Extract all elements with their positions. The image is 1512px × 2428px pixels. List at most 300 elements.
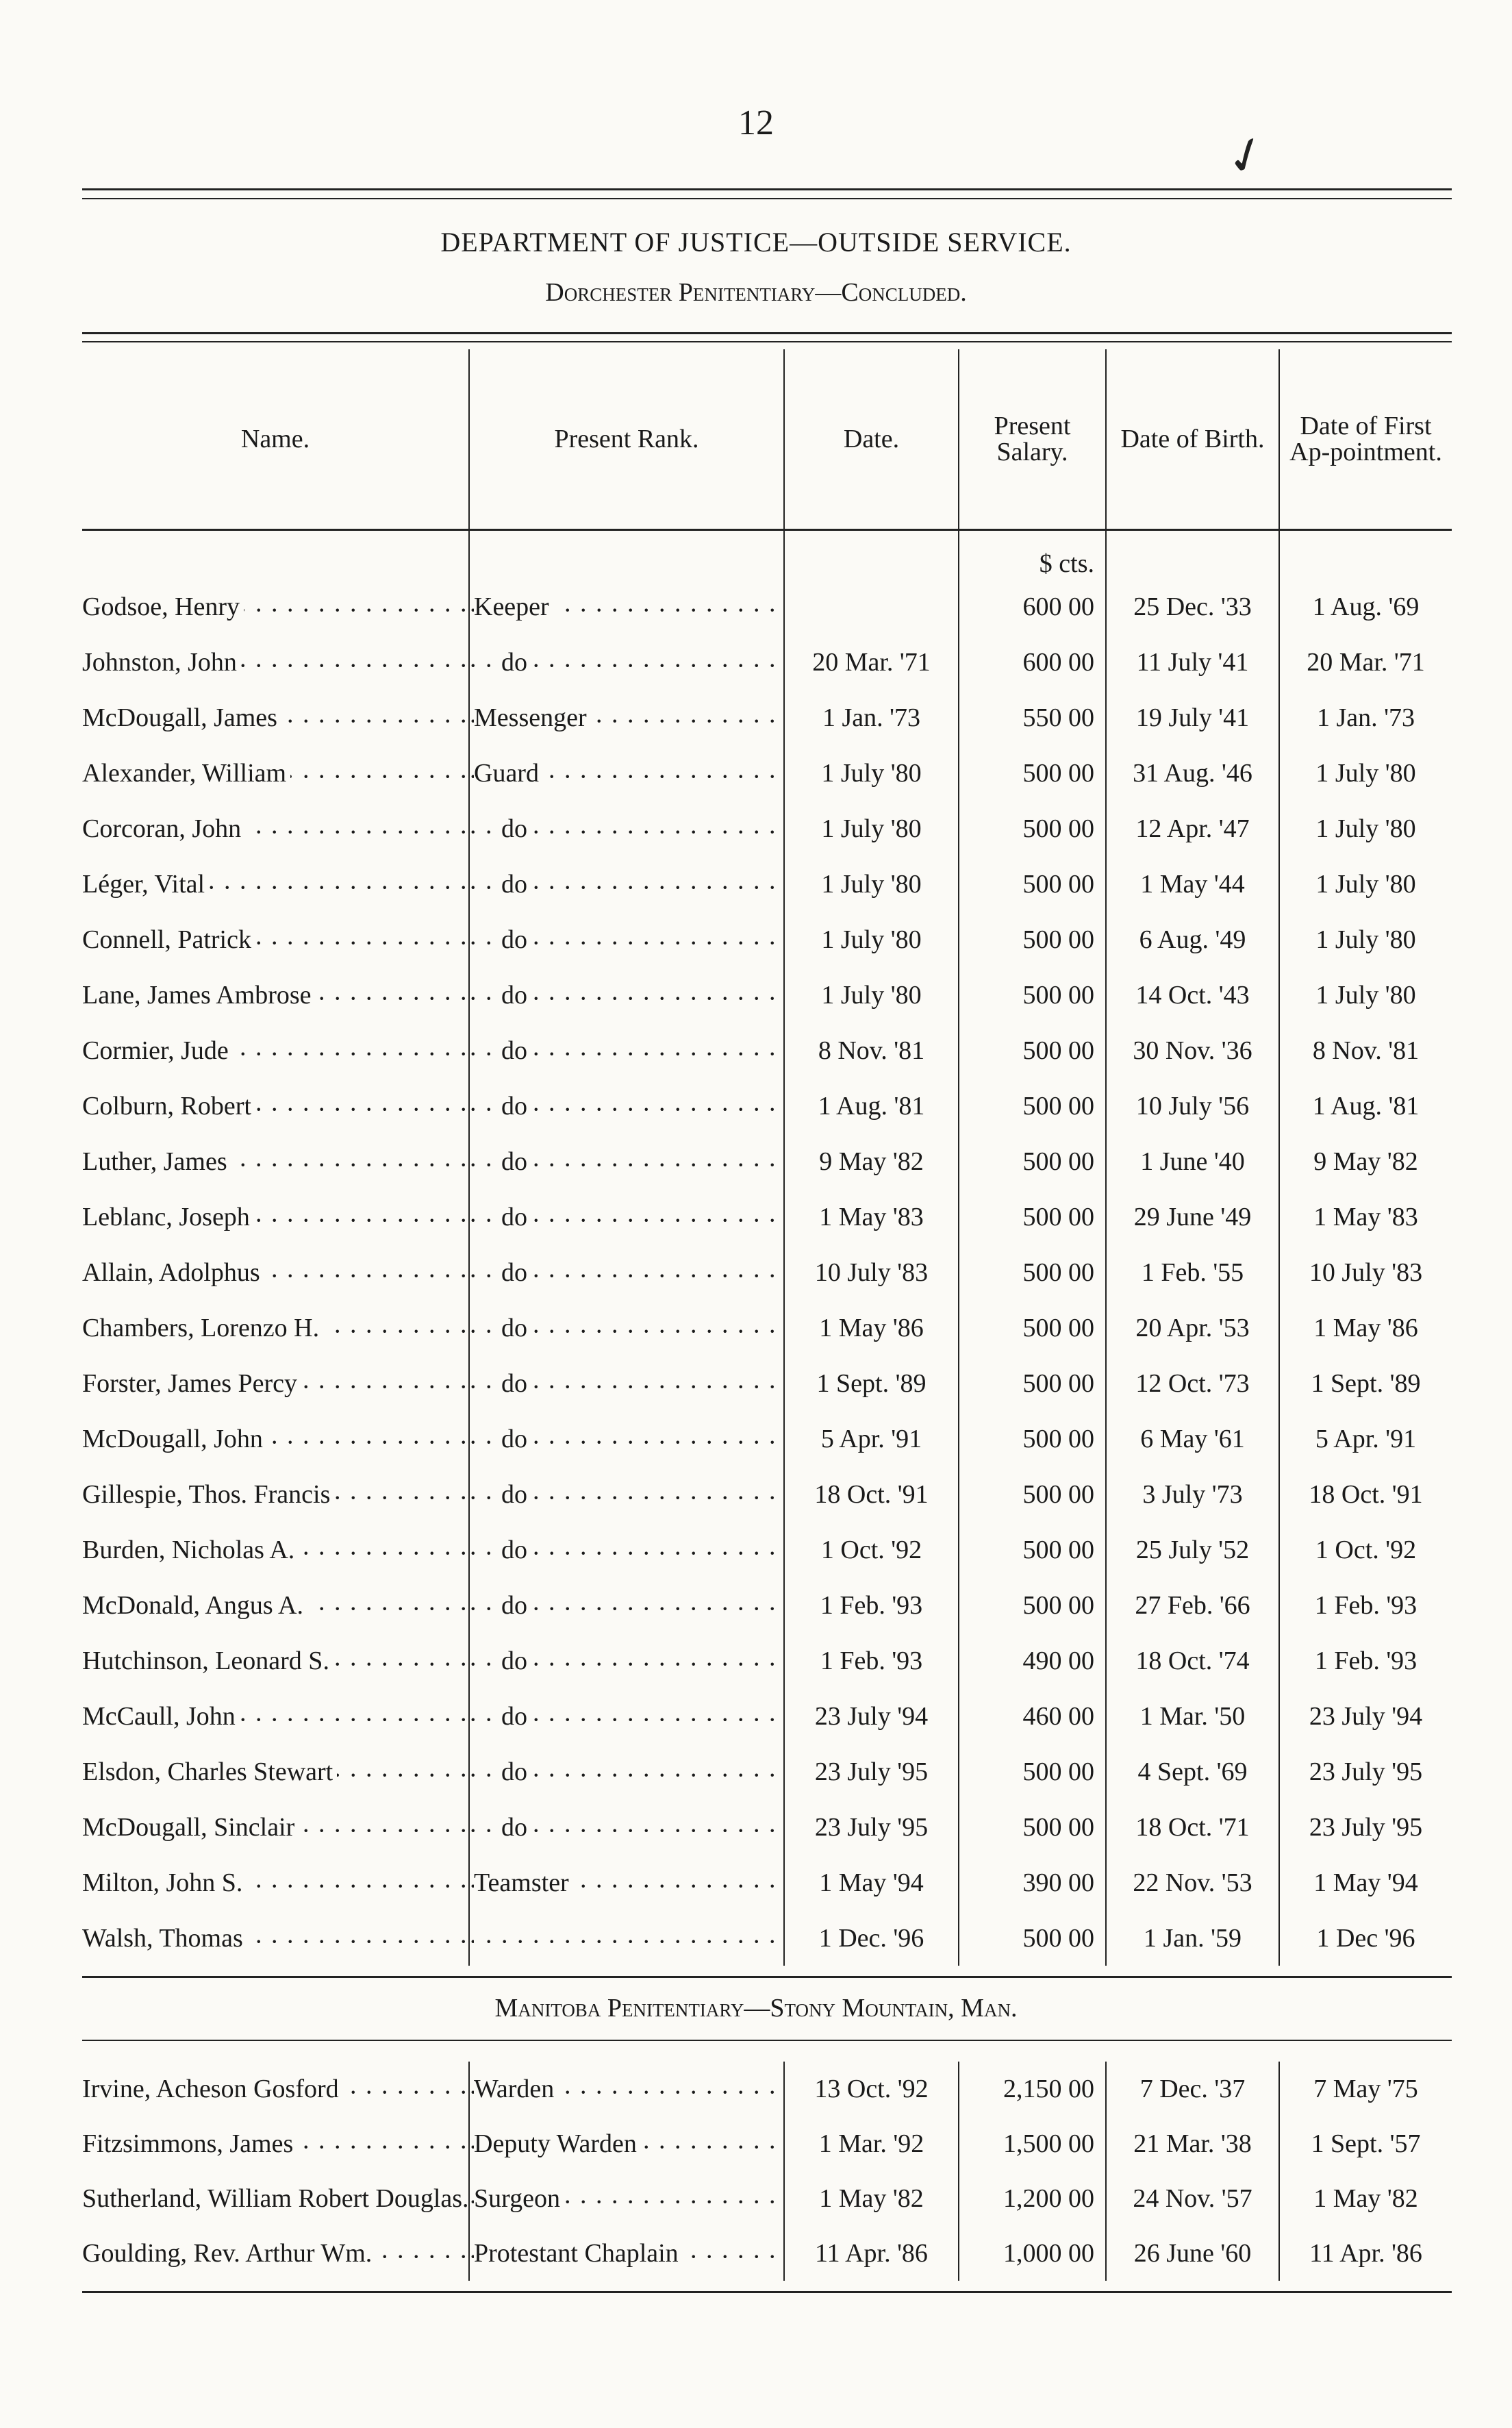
cell-salary (959, 967, 1106, 1023)
cell-date (784, 1799, 959, 1855)
cell-salary (959, 1134, 1106, 1189)
cell-salary (959, 745, 1106, 801)
table-row (82, 745, 1452, 801)
cell-rank-text: do (501, 814, 531, 843)
cell-date (784, 1577, 959, 1633)
cell-name (82, 1744, 469, 1799)
cell-salary (959, 801, 1106, 856)
cell-birth (1106, 690, 1279, 745)
cell-first-appointment (1279, 1244, 1452, 1300)
cell-name (82, 967, 469, 1023)
cell-first-appointment (1279, 1799, 1452, 1855)
cell-salary-text: 500 00 (1022, 1147, 1094, 1176)
cell-date-text: 1 Sept. '89 (816, 1368, 927, 1398)
cell-first-appointment-text: 1 Sept. '89 (1311, 1368, 1421, 1398)
page-heading: DEPARTMENT OF JUSTICE—OUTSIDE SERVICE. (440, 227, 1072, 258)
manitoba-table-body (82, 2062, 1452, 2281)
cell-name (82, 2171, 469, 2226)
cell-date (784, 2116, 959, 2171)
cell-rank-text: do (501, 1092, 531, 1121)
cell-salary (959, 1522, 1106, 1577)
cell-birth-text: 24 Nov. '57 (1133, 2184, 1252, 2213)
cell-birth (1106, 1355, 1279, 1411)
cell-name-text: Milton, John S. (82, 1868, 247, 1897)
cell-rank-text: do (501, 1702, 531, 1731)
table-row (82, 801, 1452, 856)
cell-salary (959, 634, 1106, 690)
cell-birth-text: 25 July '52 (1135, 1535, 1250, 1564)
cell-name-text: Sutherland, William Robert Douglas. (82, 2184, 469, 2213)
cell-rank (469, 1134, 784, 1189)
cell-rank-text: do (501, 1369, 531, 1398)
cell-birth (1106, 967, 1279, 1023)
table-row (82, 690, 1452, 745)
cell-date-text: 1 Dec. '96 (818, 1923, 924, 1953)
cell-birth (1106, 2171, 1279, 2226)
cell-date (784, 1910, 959, 1966)
cell-first-appointment-text: 1 Oct. '92 (1315, 1535, 1417, 1564)
cell-name (82, 1244, 469, 1300)
cell-salary-text: 500 00 (1022, 925, 1094, 954)
col-header-date: Date. (784, 349, 959, 530)
cell-first-appointment (1279, 579, 1452, 634)
cell-date-text: 23 July '95 (814, 1812, 929, 1842)
cell-first-appointment (1279, 2171, 1452, 2226)
cell-first-appointment-text: 1 July '80 (1315, 980, 1416, 1010)
cell-salary (959, 2062, 1106, 2116)
cell-name (82, 1466, 469, 1522)
cell-date-text: 1 May '94 (819, 1868, 924, 1897)
cell-salary (959, 1355, 1106, 1411)
cell-salary-text: 1,000 00 (1003, 2239, 1094, 2268)
table-row (82, 1633, 1452, 1688)
cell-first-appointment-text: 1 May '94 (1313, 1868, 1418, 1897)
cell-name (82, 1078, 469, 1134)
cell-birth-text: 21 Mar. '38 (1133, 2129, 1252, 2158)
cell-date (784, 1633, 959, 1688)
cell-birth (1106, 2116, 1279, 2171)
cell-first-appointment-text: 1 July '80 (1315, 869, 1416, 899)
cell-first-appointment (1279, 2226, 1452, 2281)
cell-first-appointment (1279, 1744, 1452, 1799)
cell-salary (959, 2116, 1106, 2171)
cell-salary-text: 600 00 (1022, 592, 1094, 621)
bottom-rule (82, 2291, 1452, 2293)
cell-date (784, 1855, 959, 1910)
table-row (82, 1855, 1452, 1910)
cell-rank (469, 967, 784, 1023)
cell-date-text: 8 Nov. '81 (818, 1036, 925, 1065)
cell-first-appointment (1279, 1688, 1452, 1744)
cell-rank-text: Guard (474, 759, 543, 788)
table-row (82, 1466, 1452, 1522)
cell-birth-text: 1 Mar. '50 (1139, 1701, 1246, 1731)
manitoba-staff-table (82, 2062, 1452, 2281)
col-header-salary: Present Salary. (959, 349, 1106, 530)
cell-birth (1106, 1910, 1279, 1966)
cell-rank-text: do (501, 1647, 531, 1675)
cell-first-appointment (1279, 1134, 1452, 1189)
cell-rank (469, 2062, 784, 2116)
cell-rank-text: do (501, 1757, 531, 1786)
cell-name-text: Johnston, John (82, 648, 241, 677)
page-subheading: Dorchester Penitentiary—Concluded. (545, 278, 967, 307)
cell-birth-text: 30 Nov. '36 (1133, 1036, 1252, 1065)
cell-birth (1106, 1189, 1279, 1244)
cell-rank-text: do (501, 870, 531, 899)
cell-salary (959, 1910, 1106, 1966)
cell-rank (469, 1300, 784, 1355)
cell-rank (469, 2226, 784, 2281)
cell-rank-text: do (501, 1314, 531, 1342)
dorchester-table-body (82, 530, 1452, 1966)
cell-birth-text: 26 June '60 (1133, 2239, 1252, 2268)
cell-birth-text: 12 Apr. '47 (1135, 814, 1250, 843)
cell-date (784, 1688, 959, 1744)
manitoba-table-wrap (82, 2062, 1452, 2281)
cell-birth (1106, 1300, 1279, 1355)
cell-rank (469, 1633, 784, 1688)
cell-name (82, 1134, 469, 1189)
cell-salary (959, 856, 1106, 912)
dorchester-staff-table (82, 349, 1452, 1966)
cell-date-text: 1 Feb. '93 (820, 1646, 923, 1675)
cell-date (784, 579, 959, 634)
cell-date-text: 1 May '82 (819, 2184, 924, 2213)
cell-birth-text: 10 July '56 (1135, 1091, 1250, 1121)
cell-first-appointment-text: 23 July '95 (1309, 1812, 1423, 1842)
cell-birth (1106, 1688, 1279, 1744)
cell-name (82, 2062, 469, 2116)
cell-name (82, 1522, 469, 1577)
cell-salary-text: 600 00 (1022, 647, 1094, 677)
cell-first-appointment (1279, 1078, 1452, 1134)
cell-birth-text: 6 Aug. '49 (1139, 925, 1246, 954)
handwritten-check-mark: ✓ (1218, 123, 1276, 189)
cell-name-text: McDonald, Angus A. (82, 1591, 307, 1620)
cell-first-appointment (1279, 1411, 1452, 1466)
cell-birth (1106, 2226, 1279, 2281)
cell-first-appointment (1279, 1522, 1452, 1577)
cell-salary-text: 1,200 00 (1003, 2184, 1094, 2213)
table-row (82, 1577, 1452, 1633)
cell-salary (959, 2171, 1106, 2226)
cell-date-text: 1 July '80 (821, 814, 922, 843)
table-row (82, 2171, 1452, 2226)
cell-name (82, 856, 469, 912)
cell-birth-text: 18 Oct. '74 (1135, 1646, 1250, 1675)
cell-first-appointment (1279, 1910, 1452, 1966)
cell-salary (959, 1411, 1106, 1466)
cell-birth (1106, 1411, 1279, 1466)
cell-first-appointment (1279, 856, 1452, 912)
cell-salary (959, 1078, 1106, 1134)
table-row (82, 634, 1452, 690)
table-row (82, 1300, 1452, 1355)
cell-birth-text: 29 June '49 (1133, 1202, 1252, 1231)
cell-name-text: Hutchinson, Leonard S. (82, 1647, 333, 1675)
cell-name (82, 2116, 469, 2171)
cell-birth-text: 19 July '41 (1135, 703, 1250, 732)
cell-first-appointment (1279, 1466, 1452, 1522)
section2-heading: Manitoba Penitentiary—Stony Mountain, Man. (494, 1994, 1018, 2023)
cell-date-text: 9 May '82 (819, 1147, 924, 1176)
cell-birth (1106, 1023, 1279, 1078)
cell-first-appointment (1279, 2116, 1452, 2171)
cell-date-text: 23 July '94 (814, 1701, 929, 1731)
cell-salary-text: 500 00 (1022, 1036, 1094, 1065)
cell-salary-text: 1,500 00 (1003, 2129, 1094, 2158)
table-row (82, 2062, 1452, 2116)
cell-rank-text: Deputy Warden (474, 2129, 641, 2158)
cell-date-text: 1 Oct. '92 (820, 1535, 922, 1564)
cell-rank-text: do (501, 1203, 531, 1231)
cell-rank (469, 1744, 784, 1799)
cell-name-text: Lane, James Ambrose (82, 981, 316, 1010)
cell-rank-text: do (501, 1591, 531, 1620)
cell-date-text: 1 July '80 (821, 980, 922, 1010)
cell-first-appointment (1279, 1189, 1452, 1244)
cell-first-appointment-text: 1 May '86 (1313, 1313, 1418, 1342)
table-header-row (82, 349, 1452, 530)
cell-date (784, 1411, 959, 1466)
cell-birth (1106, 1134, 1279, 1189)
cell-date (784, 1023, 959, 1078)
cell-first-appointment-text: 11 Apr. '86 (1309, 2239, 1422, 2268)
cell-first-appointment-text: 1 July '80 (1315, 758, 1416, 788)
cell-name (82, 745, 469, 801)
cell-date-text: 13 Oct. '92 (814, 2075, 929, 2103)
cell-first-appointment-text: 1 May '83 (1313, 1202, 1418, 1231)
cell-first-appointment (1279, 2062, 1452, 2116)
cell-birth-text: 27 Feb. '66 (1135, 1590, 1250, 1620)
cell-date (784, 634, 959, 690)
cell-date-text: 1 July '80 (821, 869, 922, 899)
cell-birth (1106, 634, 1279, 690)
cell-rank (469, 1078, 784, 1134)
cell-first-appointment-text: 8 Nov. '81 (1312, 1036, 1420, 1065)
cell-rank-text: do (501, 981, 531, 1010)
cell-rank-text: Surgeon (474, 2184, 564, 2213)
cell-name (82, 1633, 469, 1688)
section2-rule (82, 2040, 1452, 2041)
cell-date-text: 10 July '83 (814, 1257, 929, 1287)
cell-salary-text: 460 00 (1022, 1701, 1094, 1731)
cell-rank (469, 1244, 784, 1300)
cell-birth-text: 22 Nov. '53 (1133, 1868, 1252, 1897)
cell-date-text: 18 Oct. '91 (814, 1479, 929, 1509)
cell-first-appointment (1279, 1577, 1452, 1633)
cell-first-appointment-text: 23 July '95 (1309, 1757, 1423, 1786)
cell-first-appointment-text: 1 July '80 (1315, 925, 1416, 954)
cell-birth (1106, 745, 1279, 801)
cell-date (784, 1744, 959, 1799)
cell-first-appointment-text: 1 Feb. '93 (1314, 1646, 1418, 1675)
cell-rank (469, 745, 784, 801)
cell-first-appointment-text: 1 Dec '96 (1316, 1923, 1415, 1953)
cell-name (82, 801, 469, 856)
cell-birth-text: 6 May '61 (1140, 1424, 1245, 1453)
cell-salary-text: 490 00 (1022, 1646, 1094, 1675)
cell-name-text: Fitzsimmons, James (82, 2129, 297, 2158)
cell-rank-text: do (501, 1147, 531, 1176)
cell-rank (469, 1355, 784, 1411)
cell-rank-text: do (501, 925, 531, 954)
cell-salary-text: 500 00 (1022, 1923, 1094, 1953)
cell-date (784, 801, 959, 856)
cell-birth-text: 18 Oct. '71 (1135, 1812, 1250, 1842)
cell-rank (469, 579, 784, 634)
col-header-first-appointment: Date of First Ap-pointment. (1279, 349, 1452, 530)
cell-rank (469, 1411, 784, 1466)
table-row (82, 1244, 1452, 1300)
cell-salary-text: 500 00 (1022, 1091, 1094, 1121)
cell-birth-text: 25 Dec. '33 (1133, 592, 1252, 621)
cell-birth (1106, 912, 1279, 967)
cell-birth (1106, 1577, 1279, 1633)
cell-name-text: Gillespie, Thos. Francis (82, 1480, 334, 1509)
cell-birth-text: 14 Oct. '43 (1135, 980, 1250, 1010)
cell-first-appointment (1279, 690, 1452, 745)
cell-birth-text: 1 June '40 (1140, 1147, 1245, 1176)
cell-name-text: McDougall, Sinclair (82, 1813, 299, 1842)
cell-salary (959, 1855, 1106, 1910)
cell-name-text: Elsdon, Charles Stewart (82, 1757, 337, 1786)
table-row (82, 1411, 1452, 1466)
cell-date (784, 2226, 959, 2281)
cell-salary-text: 500 00 (1022, 1479, 1094, 1509)
cell-birth-text: 3 July '73 (1142, 1479, 1243, 1509)
cell-birth-text: 4 Sept. '69 (1137, 1757, 1248, 1786)
cell-birth-text: 1 Jan. '59 (1143, 1923, 1242, 1953)
table-row (82, 967, 1452, 1023)
cell-first-appointment (1279, 745, 1452, 801)
top-rule-thin (82, 198, 1452, 199)
cell-date (784, 2062, 959, 2116)
cell-date (784, 745, 959, 801)
cell-date (784, 1300, 959, 1355)
cell-name-text: Leblanc, Joseph (82, 1203, 254, 1231)
table-row (82, 1355, 1452, 1411)
cell-name (82, 690, 469, 745)
cell-rank (469, 1577, 784, 1633)
table-row (82, 1522, 1452, 1577)
cell-salary (959, 1744, 1106, 1799)
cell-salary (959, 1799, 1106, 1855)
cell-salary-text: 500 00 (1022, 1368, 1094, 1398)
cell-rank (469, 634, 784, 690)
cell-rank (469, 690, 784, 745)
cell-salary-text: 500 00 (1022, 980, 1094, 1010)
cell-salary-text: 500 00 (1022, 814, 1094, 843)
table-row (82, 856, 1452, 912)
cell-rank-text: Messenger (474, 703, 591, 732)
cell-rank-text: do (501, 1480, 531, 1509)
cell-name-text: Alexander, William (82, 759, 290, 788)
cell-date-text: 1 July '80 (821, 925, 922, 954)
cell-first-appointment (1279, 1355, 1452, 1411)
cell-name-text: McDougall, John (82, 1425, 267, 1453)
cell-date (784, 912, 959, 967)
cell-date (784, 1355, 959, 1411)
cell-name-text: Irvine, Acheson Gosford (82, 2075, 343, 2103)
cell-birth (1106, 1799, 1279, 1855)
cell-name (82, 1855, 469, 1910)
cell-rank-text: Protestant Chaplain (474, 2239, 683, 2268)
cell-rank (469, 912, 784, 967)
cell-first-appointment-text: 1 Sept. '57 (1311, 2129, 1421, 2158)
cell-rank (469, 1522, 784, 1577)
cell-rank-text: Keeper (474, 592, 553, 621)
cell-first-appointment-text: 1 Aug. '81 (1312, 1091, 1420, 1121)
cell-birth (1106, 1522, 1279, 1577)
cell-date (784, 690, 959, 745)
cell-name-text: Colburn, Robert (82, 1092, 255, 1121)
cell-first-appointment (1279, 1300, 1452, 1355)
cell-salary-text: 500 00 (1022, 1257, 1094, 1287)
cell-birth (1106, 1244, 1279, 1300)
table-row (82, 2116, 1452, 2171)
cell-name-text: Walsh, Thomas (82, 1924, 247, 1953)
cell-birth-text: 31 Aug. '46 (1133, 758, 1252, 788)
col-header-rank: Present Rank. (469, 349, 784, 530)
cell-birth (1106, 1744, 1279, 1799)
table-row (82, 1134, 1452, 1189)
cell-name-text: Allain, Adolphus (82, 1258, 264, 1287)
cell-date (784, 1522, 959, 1577)
cell-first-appointment (1279, 967, 1452, 1023)
cell-date (784, 1189, 959, 1244)
cell-name (82, 634, 469, 690)
cell-salary-text: 500 00 (1022, 1590, 1094, 1620)
cell-date-text: 23 July '95 (814, 1757, 929, 1786)
cell-birth (1106, 1855, 1279, 1910)
dorchester-table-wrap (82, 349, 1452, 1966)
salary-units: $ cts. (959, 530, 1106, 579)
cell-salary (959, 1023, 1106, 1078)
cell-salary (959, 1688, 1106, 1744)
cell-rank (469, 1688, 784, 1744)
cell-first-appointment-text: 18 Oct. '91 (1309, 1479, 1423, 1509)
cell-salary-text: 550 00 (1022, 703, 1094, 732)
cell-salary-text: 390 00 (1022, 1868, 1094, 1897)
cell-first-appointment (1279, 634, 1452, 690)
cell-name-text: Corcoran, John (82, 814, 245, 843)
cell-date-text: 1 May '86 (819, 1313, 924, 1342)
units-row (82, 530, 1452, 579)
cell-rank-text: do (501, 1425, 531, 1453)
cell-salary-text: 2,150 00 (1003, 2075, 1094, 2103)
cell-date-text: 5 Apr. '91 (820, 1424, 922, 1453)
cell-rank-text: Warden (474, 2075, 558, 2103)
cell-birth (1106, 2062, 1279, 2116)
cell-first-appointment (1279, 912, 1452, 967)
cell-rank (469, 801, 784, 856)
table-row (82, 1910, 1452, 1966)
cell-rank (469, 1855, 784, 1910)
cell-date-text: 11 Apr. '86 (815, 2239, 928, 2268)
cell-date (784, 1134, 959, 1189)
cell-rank (469, 856, 784, 912)
cell-date-text: 1 Mar. '92 (818, 2129, 924, 2158)
header-rule-thin (82, 341, 1452, 342)
cell-rank (469, 1910, 784, 1966)
cell-birth (1106, 1466, 1279, 1522)
cell-birth (1106, 856, 1279, 912)
cell-salary (959, 579, 1106, 634)
cell-salary (959, 690, 1106, 745)
table-row (82, 579, 1452, 634)
